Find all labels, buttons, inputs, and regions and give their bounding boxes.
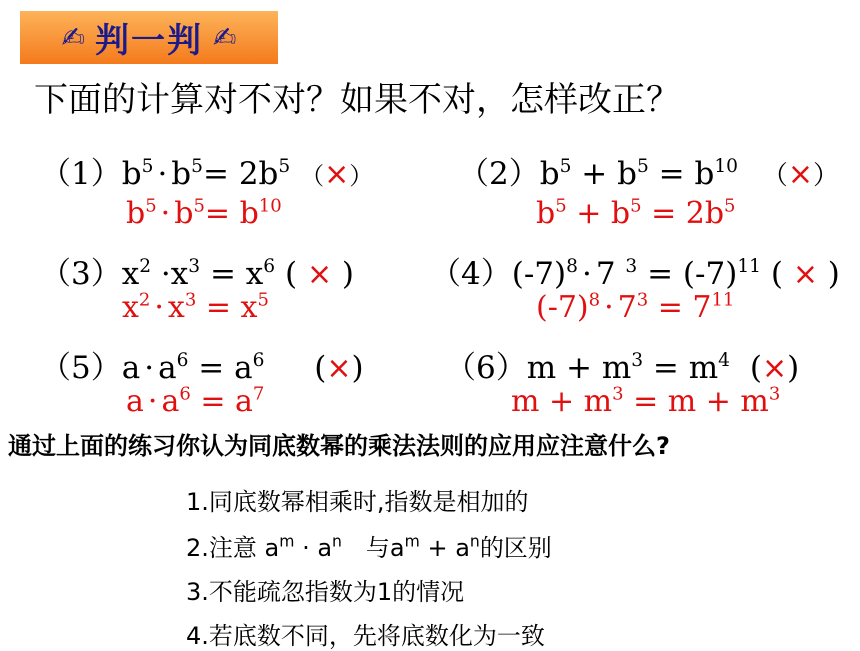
note-3: 3.不能疏忽指数为1的情况 xyxy=(186,578,465,606)
note-2-dot: · a xyxy=(294,534,333,562)
answer-3: $x^2 \cdot x^3 = x^5$ xyxy=(122,289,269,325)
note-2-exp-n: n xyxy=(332,532,342,551)
problem-1: $(1)b^5 \cdot b^5= 2b^5$ （×） xyxy=(40,155,374,192)
problem-2-num: （2） xyxy=(458,156,540,192)
answer-5: $a \cdot a^6 = a^7$ xyxy=(126,383,265,419)
answer-1: $b^5 \cdot b^5= b^{10}$ xyxy=(126,195,282,231)
wrong-mark-icon: × xyxy=(787,157,814,192)
wrong-mark-icon: × xyxy=(326,351,352,386)
problem-4: $(4)(-7)^8 \cdot 7$ $^3 = (-7)^{11}$ ( × ) xyxy=(430,255,840,292)
note-2-plus: + a xyxy=(419,534,470,562)
note-2 xyxy=(186,528,552,563)
problem-6-num: （6） xyxy=(445,350,527,386)
question-text: 下面的计算对不对？如果不对，怎样改正？ xyxy=(34,80,680,120)
wrong-mark-icon: × xyxy=(792,257,818,292)
note-2-exp-m: m xyxy=(279,532,295,551)
note-2-exp-m2: m xyxy=(404,532,420,551)
problem-3: $(3)x^2 \cdot x^3 = x^6$ ( × ) xyxy=(40,255,355,292)
answer-2: $b^5 + b^5 = 2b^5$ xyxy=(536,195,736,231)
pen-icon-right: ✍ xyxy=(213,21,237,54)
note-1: 1.同底数幂相乘时,指数是相加的 xyxy=(186,488,529,516)
title-banner xyxy=(20,11,278,64)
answer-6: $m + m^3 = m + m^3$ xyxy=(511,383,781,419)
problem-5-num: （5） xyxy=(40,350,122,386)
note-2-mid: 与a xyxy=(341,534,405,562)
problem-5: $(5)a \cdot a^6 = a^6$ (×) xyxy=(40,349,364,386)
summary-question: 通过上面的练习你认为同底数幂的乘法法则的应用应注意什么? xyxy=(8,432,670,460)
problem-1-num: （1） xyxy=(40,156,122,192)
wrong-mark-icon: × xyxy=(306,257,333,292)
note-4: 4.若底数不同，先将底数化为一致 xyxy=(186,622,545,650)
note-2-exp-n2: n xyxy=(469,532,480,551)
wrong-mark-icon: × xyxy=(761,351,788,386)
problem-6: $(6)m + m^3 = m^4$ (×) xyxy=(445,349,800,386)
problem-3-num: （3） xyxy=(40,256,122,292)
note-2-prefix: 2.注意 a xyxy=(186,534,280,562)
note-2-suffix: 的区别 xyxy=(479,534,552,562)
problem-2: $(2)b^5 + b^5 = b^{10}$ （×） xyxy=(458,155,840,192)
pen-icon: ✍ xyxy=(61,21,85,54)
answer-4: $(-7)^8 \cdot 7^3 = 7^{11}$ xyxy=(536,289,735,325)
problem-4-num: （4） xyxy=(430,256,512,292)
banner-title: 判一判 xyxy=(95,21,203,61)
wrong-mark-icon: × xyxy=(324,157,350,192)
